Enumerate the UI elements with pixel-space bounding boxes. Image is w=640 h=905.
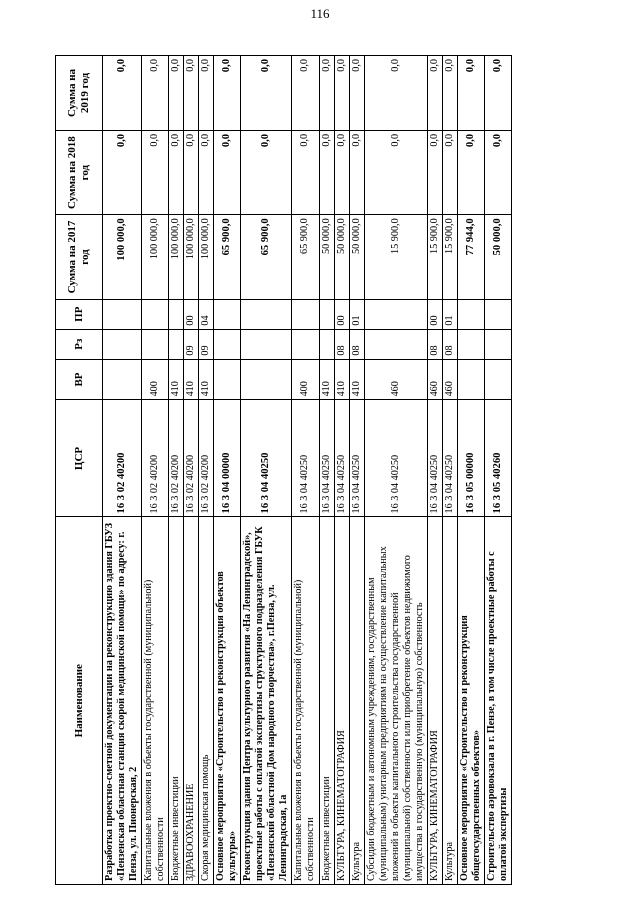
cell-sum-2017: 15 900,0 xyxy=(442,215,457,299)
cell-sum-2018: 0,0 xyxy=(241,130,292,214)
header-csr: ЦСР xyxy=(56,400,103,517)
table-row xyxy=(319,56,334,885)
cell-vr: 460 xyxy=(427,359,442,400)
cell-name: Основное мероприятие «Строительство и реконструкция объектов культуры» xyxy=(214,517,241,885)
cell-sum-2018: 0,0 xyxy=(319,130,334,214)
table-row xyxy=(364,56,427,885)
table-row xyxy=(241,56,292,885)
cell-sum-2017: 65 900,0 xyxy=(241,215,292,299)
cell-pr: 01 xyxy=(349,299,364,329)
cell-sum-2019: 0,0 xyxy=(349,56,364,131)
cell-sum-2019: 0,0 xyxy=(364,56,427,131)
cell-vr: 410 xyxy=(169,359,184,400)
cell-csr: 16 3 04 40250 xyxy=(349,400,364,517)
cell-sum-2017: 50 000,0 xyxy=(334,215,349,299)
cell-sum-2018: 0,0 xyxy=(184,130,199,214)
table-row xyxy=(103,56,142,885)
table-row xyxy=(292,56,319,885)
cell-vr xyxy=(484,359,511,400)
cell-rz: 08 xyxy=(349,329,364,359)
cell-sum-2018: 0,0 xyxy=(457,130,484,214)
table-row xyxy=(214,56,241,885)
cell-csr: 16 3 04 00000 xyxy=(214,400,241,517)
cell-pr xyxy=(214,299,241,329)
cell-csr: 16 3 02 40200 xyxy=(169,400,184,517)
cell-pr xyxy=(292,299,319,329)
cell-sum-2019: 0,0 xyxy=(184,56,199,131)
cell-csr: 16 3 04 40250 xyxy=(442,400,457,517)
cell-pr xyxy=(169,299,184,329)
header-sum-2017: Сумма на 2017 год xyxy=(56,215,103,299)
cell-pr xyxy=(457,299,484,329)
cell-sum-2019: 0,0 xyxy=(442,56,457,131)
cell-sum-2019: 0,0 xyxy=(241,56,292,131)
cell-sum-2018: 0,0 xyxy=(349,130,364,214)
cell-pr: 00 xyxy=(184,299,199,329)
cell-pr: 00 xyxy=(334,299,349,329)
cell-sum-2017: 50 000,0 xyxy=(484,215,511,299)
cell-vr: 400 xyxy=(292,359,319,400)
cell-sum-2019: 0,0 xyxy=(214,56,241,131)
cell-pr xyxy=(319,299,334,329)
cell-sum-2017: 100 000,0 xyxy=(169,215,184,299)
cell-pr xyxy=(484,299,511,329)
cell-sum-2017: 50 000,0 xyxy=(349,215,364,299)
cell-sum-2018: 0,0 xyxy=(199,130,214,214)
cell-name: Бюджетные инвестиции xyxy=(319,517,334,885)
table-row xyxy=(169,56,184,885)
cell-rz: 08 xyxy=(334,329,349,359)
cell-csr: 16 3 05 40260 xyxy=(484,400,511,517)
header-pr: ПР xyxy=(56,299,103,329)
cell-name: Скорая медицинская помощь xyxy=(199,517,214,885)
cell-name: Реконструкция здания Центра культурного развития «На Ленинградской», проектные работы с оплатой экспертизы структурного подразделения ГБУК «Пензенский областной Дом народного творчества», г.Пенза, ул. Ленинградская, 1а xyxy=(241,517,292,885)
cell-sum-2018: 0,0 xyxy=(214,130,241,214)
cell-pr: 00 xyxy=(427,299,442,329)
cell-rz: 09 xyxy=(184,329,199,359)
cell-rz xyxy=(103,329,142,359)
cell-pr xyxy=(142,299,169,329)
cell-rz xyxy=(364,329,427,359)
cell-sum-2017: 100 000,0 xyxy=(142,215,169,299)
cell-sum-2018: 0,0 xyxy=(334,130,349,214)
cell-sum-2019: 0,0 xyxy=(292,56,319,131)
cell-csr: 16 3 04 40250 xyxy=(364,400,427,517)
cell-rz xyxy=(457,329,484,359)
cell-sum-2018: 0,0 xyxy=(103,130,142,214)
cell-sum-2018: 0,0 xyxy=(427,130,442,214)
table-row xyxy=(334,56,349,885)
cell-rz: 08 xyxy=(427,329,442,359)
cell-pr xyxy=(364,299,427,329)
cell-pr xyxy=(103,299,142,329)
cell-name: Культура xyxy=(349,517,364,885)
cell-sum-2018: 0,0 xyxy=(169,130,184,214)
cell-csr: 16 3 02 40200 xyxy=(142,400,169,517)
cell-name: ЗДРАВООХРАНЕНИЕ xyxy=(184,517,199,885)
cell-name: Разработка проектно-сметной документации на реконструкцию здания ГБУЗ «Пензенская областная станция скорой медицинской помощи» по адресу: г. Пенза, ул. Пионерская, 2 xyxy=(103,517,142,885)
cell-csr: 16 3 02 40200 xyxy=(184,400,199,517)
cell-sum-2017: 65 900,0 xyxy=(214,215,241,299)
cell-sum-2017: 15 900,0 xyxy=(427,215,442,299)
cell-sum-2019: 0,0 xyxy=(319,56,334,131)
cell-name: Основное мероприятие «Строительство и реконструкция общегосударственных объектов» xyxy=(457,517,484,885)
cell-sum-2017: 100 000,0 xyxy=(184,215,199,299)
cell-sum-2019: 0,0 xyxy=(484,56,511,131)
header-sum-2018: Сумма на 2018 год xyxy=(56,130,103,214)
cell-sum-2019: 0,0 xyxy=(427,56,442,131)
cell-csr: 16 3 04 40250 xyxy=(427,400,442,517)
cell-vr: 410 xyxy=(319,359,334,400)
cell-pr: 01 xyxy=(442,299,457,329)
cell-vr xyxy=(214,359,241,400)
cell-vr xyxy=(103,359,142,400)
table-row xyxy=(184,56,199,885)
page-number: 116 xyxy=(310,6,330,21)
cell-vr xyxy=(457,359,484,400)
cell-csr: 16 3 02 40200 xyxy=(199,400,214,517)
cell-vr: 410 xyxy=(184,359,199,400)
table-row xyxy=(457,56,484,885)
cell-name: Субсидии бюджетным и автономным учреждениям, государственным (муниципальным) унитарным предприятиям на осуществление капитальных вложений в объекты капитального строительства государственной (муниципальной) собственности или приобретение объектов недвижимого имущества в государственную (муниципальную) собственность xyxy=(364,517,427,885)
table-row xyxy=(442,56,457,885)
cell-sum-2018: 0,0 xyxy=(484,130,511,214)
cell-name: Капитальные вложения в объекты государственной (муниципальной) собственности xyxy=(292,517,319,885)
cell-name: Культура xyxy=(442,517,457,885)
cell-rz xyxy=(142,329,169,359)
cell-vr: 410 xyxy=(199,359,214,400)
cell-sum-2019: 0,0 xyxy=(457,56,484,131)
table-row xyxy=(484,56,511,885)
cell-rz xyxy=(214,329,241,359)
cell-sum-2019: 0,0 xyxy=(142,56,169,131)
cell-pr xyxy=(241,299,292,329)
cell-sum-2019: 0,0 xyxy=(334,56,349,131)
cell-rz xyxy=(241,329,292,359)
cell-csr: 16 3 02 40200 xyxy=(103,400,142,517)
cell-name: КУЛЬТУРА, КИНЕМАТОГРАФИЯ xyxy=(427,517,442,885)
cell-sum-2017: 15 900,0 xyxy=(364,215,427,299)
cell-sum-2017: 50 000,0 xyxy=(319,215,334,299)
header-vr: ВР xyxy=(56,359,103,400)
cell-sum-2019: 0,0 xyxy=(169,56,184,131)
header-sum-2019: Сумма на 2019 год xyxy=(56,56,103,131)
cell-name: Строительство аэровокзала в г. Пензе, в том числе проектные работы с оплатой экспертизы xyxy=(484,517,511,885)
cell-sum-2017: 100 000,0 xyxy=(199,215,214,299)
cell-csr: 16 3 05 00000 xyxy=(457,400,484,517)
cell-vr: 460 xyxy=(364,359,427,400)
cell-sum-2018: 0,0 xyxy=(142,130,169,214)
cell-pr: 04 xyxy=(199,299,214,329)
cell-csr: 16 3 04 40250 xyxy=(292,400,319,517)
table-row xyxy=(142,56,169,885)
cell-sum-2017: 100 000,0 xyxy=(103,215,142,299)
cell-sum-2018: 0,0 xyxy=(364,130,427,214)
cell-csr: 16 3 04 40250 xyxy=(319,400,334,517)
cell-sum-2019: 0,0 xyxy=(199,56,214,131)
cell-csr: 16 3 04 40250 xyxy=(241,400,292,517)
budget-table xyxy=(55,55,512,885)
cell-vr: 400 xyxy=(142,359,169,400)
cell-csr: 16 3 04 40250 xyxy=(334,400,349,517)
cell-rz xyxy=(484,329,511,359)
table-header-row xyxy=(56,56,103,885)
cell-vr: 410 xyxy=(349,359,364,400)
header-rz: Рз xyxy=(56,329,103,359)
cell-vr xyxy=(241,359,292,400)
cell-rz xyxy=(319,329,334,359)
cell-sum-2018: 0,0 xyxy=(292,130,319,214)
cell-sum-2017: 77 944,0 xyxy=(457,215,484,299)
cell-vr: 460 xyxy=(442,359,457,400)
cell-sum-2019: 0,0 xyxy=(103,56,142,131)
cell-rz: 08 xyxy=(442,329,457,359)
cell-name: Капитальные вложения в объекты государственной (муниципальной) собственности xyxy=(142,517,169,885)
cell-vr: 410 xyxy=(334,359,349,400)
rotated-table-container xyxy=(55,55,595,885)
table-row xyxy=(349,56,364,885)
cell-rz: 09 xyxy=(199,329,214,359)
cell-sum-2018: 0,0 xyxy=(442,130,457,214)
table-body xyxy=(103,56,512,885)
cell-name: Бюджетные инвестиции xyxy=(169,517,184,885)
cell-rz xyxy=(292,329,319,359)
cell-rz xyxy=(169,329,184,359)
table-row xyxy=(427,56,442,885)
cell-sum-2017: 65 900,0 xyxy=(292,215,319,299)
cell-name: КУЛЬТУРА, КИНЕМАТОГРАФИЯ xyxy=(334,517,349,885)
table-row xyxy=(199,56,214,885)
header-name: Наименование xyxy=(56,517,103,885)
